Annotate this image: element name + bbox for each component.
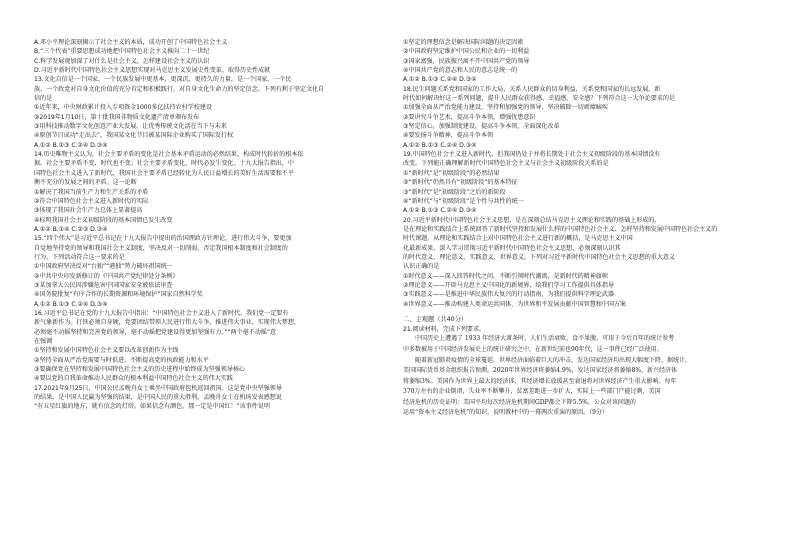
question-line: 族、一个政党对自身文化价值的充分肯定和积极践行，对自身文化生命力的坚定信念。下列有利于坚定文化自 — [34, 85, 325, 93]
question-line: 化最新成果，深入学习贯彻习近平新时代中国特色社会主义思想，必须深刻认识其 — [403, 244, 621, 252]
question-line: D.习近平新时代中国特色社会主义思想实现对马克思主义发展史性变革，取得历史性成就 — [34, 67, 271, 75]
passage-line: 将萎缩3%。美国作为世界上最大的经济体，其经济增长放缓甚至衰退将对世界经济产生重大影响。每年 — [403, 377, 677, 385]
question-line: ①坚持和发展中国特色社会主义要以改革创新作为主线 — [34, 347, 179, 355]
question-line: A.邓小平理论深刻揭示了社会主义的本质，成功开创了中国特色社会主义 — [34, 39, 228, 46]
question-line: ②坚持全面从严治党需要与时俱进，不断提高党的执政能力和水平 — [34, 356, 209, 364]
question-line: 必须毫不动摇坚持和完善党的领导，毫不动摇把党建设得更加坚强有力。”“两个毫不动摇”意 — [34, 328, 276, 336]
question-line: ②符合中国特色社会主义进入新时代的实际 — [34, 197, 149, 205]
right-question-lines — [403, 38, 760, 309]
question-line: ④原创节目成功“走出去”，我国某文化节目被某国际企业购买了国际发行权 — [34, 132, 233, 140]
question-line: ③用科技推动数字文化创意产业大发展，让优秀传统文化活在当下与未来 — [34, 123, 227, 131]
left-column — [34, 38, 379, 412]
question-line: 时代课题，从理论和实践结合上对中国特色社会主义进行新的概括，是马克思主义中国 — [403, 235, 633, 243]
question-line: 13.文化自信是一个国家、一个民族发展中更基本、更深沉、更持久的力量，是一个国家、一个民 — [34, 76, 292, 84]
passage-line: 370万左右的企业倒闭，失业率不断攀升，贫富差距进一步扩大，实际上一些部门产能过剩，美国 — [403, 388, 661, 396]
question-line: ④世界意义——推动构建人类命运共同体，为世界和平发展贡献中国智慧和中国方案 — [403, 300, 626, 308]
question-line: ③实践意义——是推进中华民族伟大复兴的行动指南，为我们提供科学理论武器 — [403, 291, 614, 299]
question-line: 自觉地坚持党的领导和我国社会主义制度，坚决反对一切削弱、否定我国根本制度和社会制度的 — [34, 244, 288, 252]
question-line: B.“三个代表”重要思想成功地把中国特色社会主义推向二十一世纪 — [34, 48, 210, 56]
question-line: ④标明我国社会主义初级阶段的基本国情已发生改变 — [34, 216, 173, 224]
question-line: 18.民生问题关系党和国家的工作大局，关系人民群众的切身利益，关系党和国家的长远发展，新 — [403, 85, 661, 93]
question-line: ③坚定信心，加强制度建设，提高斗争本领，全面深化改革 — [403, 123, 560, 131]
passage-line: 中多数被用于中国经济发展史上的统计研究之中，在新世纪前也90年代，这一事件已经广泛使用。 — [403, 345, 663, 353]
question-line: C.科学发展观加深了对什么是社会主义，怎样建设社会主义的认识 — [34, 57, 210, 65]
question-line: ④要以党的自我革命推动人民群众的根本利益中国特色社会主义的伟大实践 — [34, 375, 233, 383]
section-heading: 二、主观题（共40分） — [403, 315, 468, 323]
question-line: ③要确保党在坚持和发展中国特色社会主义的历史进程中始终成为坚强领导核心 — [34, 366, 245, 374]
passage-line: 随着新冠肺炎疫情的全球蔓延，世界经济面临着巨大的冲击，发达国家经济均出现大幅度下降，据统计， — [415, 356, 692, 364]
question-line: A.①② B.①③ C.②④ D.③④ — [403, 141, 477, 149]
question-line: 20.习近平新时代中国特色社会主义思想，是在深刻总结马克思主义理论和实践的基础上形成的， — [403, 216, 661, 224]
question-line: 19.中国特色社会主义进入新时代，但我国仍处于并将长期处于社会主义初级阶段的基本国情没有 — [403, 151, 661, 159]
question-line: ②理论意义——开辟马克思主义中国化的新境界，给我们学习工作提供具体指导 — [403, 281, 614, 289]
reading-passage — [403, 334, 760, 419]
passage-line: 经济危机的历史证明：美国平均每次经济危机期间GDP都会下降5.5%，公众对该问题的 — [403, 398, 636, 406]
question-21: 21.阅读材料，完成下列要求。 — [403, 325, 486, 333]
question-line: “有五星红旗的地方，就有信念的灯塔。如果信念有颜色，那一定是中国红！”该事件说明 — [34, 403, 270, 411]
passage-line: 中国历史上遭遇了 1933 年经济大萧条时，人们生活衰败，食不果腹，可用于今后百年的统计参考 — [415, 335, 675, 343]
question-line: 改变。下列能正确理解新时代中国特色社会主义与社会主义初级阶段关系的是 — [403, 160, 609, 168]
question-line: 16.习近平总书记在党的十九大报告中指出：“中国特色社会主义进入了新时代，我们党一定要有 — [34, 309, 289, 317]
question-line: A.①② B.①③ C.②④ D.③④ — [403, 76, 477, 84]
question-line: ②2019年1月10日，第十批我国非物质文化遗产清单颁布发布 — [34, 113, 200, 121]
question-line: 据。社会主要矛盾不变，时代也不变；社会主要矛盾变化，时代必发生变化。十九大报告指出，中 — [34, 160, 294, 168]
right-column — [403, 38, 760, 419]
question-line: ①中国政府坚决反对“台独”“港独”势力破坏祖国统一 — [34, 263, 173, 271]
question-line: ④要发扬斗争精神，提高斗争本领 — [403, 132, 494, 140]
question-line: ③某加拿大公民因涉嫌危害中国国家安全被依法审查 — [34, 281, 173, 289]
question-line: 国特色社会主义进入了新时代，我国社会主要矛盾已经转化为人民日益增长的美好生活需要和不平 — [34, 169, 294, 177]
question-line: 新气象新作为。打铁必须自身硬，党要团结带领人民进行伟大斗争、推进伟大事业、实现伟大梦想， — [34, 319, 300, 327]
question-line: A.①② B.①③ C.②④ D.③④ — [34, 300, 108, 308]
question-line: 15.“四个伟大”是习近平总书记在十九大报告中提出的治国理政方针理论，进行伟大斗争，要更加 — [34, 235, 292, 243]
question-line: 信的是 — [34, 95, 53, 103]
question-line: ①解决了我国当前生产力和生产关系的矛盾 — [34, 188, 149, 196]
question-line: ④中国共产党的意志和人民的意志是统一的 — [403, 67, 518, 75]
question-line: ②要讲究斗争艺术，提高斗争本领，增强忧患意识 — [403, 113, 536, 121]
question-line: ①时代意义——深入回答时代之问，不断引领时代潮流，是新时代的精神旗帜 — [403, 272, 608, 280]
question-line: 的结果，是中国人民赢为坚强的结果，是中国人民的重大胜利。孟晚舟女士在机场发表感想说 — [34, 394, 282, 402]
question-line: ①加强全面从严治党能力建设，坚持和加强党的领导，坚决破除一切顽瘴痼疾 — [403, 104, 608, 112]
question-line: ①坚定的理想信念是解决国际问题的决定因素 — [403, 39, 524, 46]
question-line: 17.2021年9月25日，中国公民孟晚舟女士乘坐中国政府包机返回祖国。这是党中央坚强领导 — [34, 384, 282, 392]
passage-line: 美国国际货币基金组织报告预测，2020年世界经济将萎缩4.9%，发达国家经济将萎缩8%，新兴经济体 — [403, 367, 678, 375]
passage-line: 运用“资本主义经济危机”的知识，说明教材中的一幕两次重演的原因。（9分） — [403, 409, 608, 417]
question-line: ②中国政府坚定维护中国公民和企业的一切利益 — [403, 48, 530, 56]
question-line: ④“新时代”与“初级阶段”是个性与共性的统一 — [403, 197, 524, 205]
question-line: ②“新时代”仍然具有“初级阶段”的基本特征 — [403, 179, 518, 187]
question-line: 14.历史唯物主义认为，社会主要矛盾的变化是社会基本矛盾运动的必然结果，构成时代转折的根本依 — [34, 151, 304, 159]
question-line: 行为。下列活动符合这一要求的是 — [34, 253, 125, 261]
question-line: A.①② B.①③ C.②④ D.③④ — [403, 207, 477, 215]
question-line: ④国务院批复“有序合作的长期资源和环境保护”国家自然科学奖 — [34, 291, 203, 299]
question-line: 时代如何解决好这一系列问题，提升人民群众获得感、幸福感、安全感？下列符合这一大争论要求的是 — [403, 95, 675, 103]
question-line: ①近年来，中央财政累计投入专项资金1000多亿扶持农村学校建设 — [34, 104, 212, 112]
question-line: 衡不充分的发展之间的矛盾。这一论断 — [34, 179, 137, 187]
question-line: A.①② B.①③ C.②④ D.③④ — [34, 141, 108, 149]
question-line: 是在理论和实践结合上系统回答了新时代坚持和发展什么样的中国特色社会主义、怎样坚持和发展中国特色社会主义的 — [403, 225, 718, 233]
question-line: 在强调 — [34, 338, 53, 345]
question-line: ①“新时代”是“初级阶段”的必然结果 — [403, 169, 500, 177]
question-line: ③国家富强，民族振兴离不开中国共产党的领导 — [403, 57, 530, 65]
question-line: ③体现了我国社会生产力总体上显著提高 — [34, 207, 143, 215]
question-line: ②中共中央印发新修订的《中国共产党纪律处分条例》 — [34, 272, 179, 280]
question-line: 的时代意义、理论意义、实践意义、世界意义。下列对习近平新时代中国特色社会主义思想的重大意义 — [403, 253, 675, 261]
question-line: ③“新时代”是“初级阶段”之后的新阶段 — [403, 188, 506, 196]
question-line: A.①② B.①④ C.②③ D.③④ — [34, 225, 108, 233]
question-line: 认识正确的是 — [403, 263, 440, 271]
